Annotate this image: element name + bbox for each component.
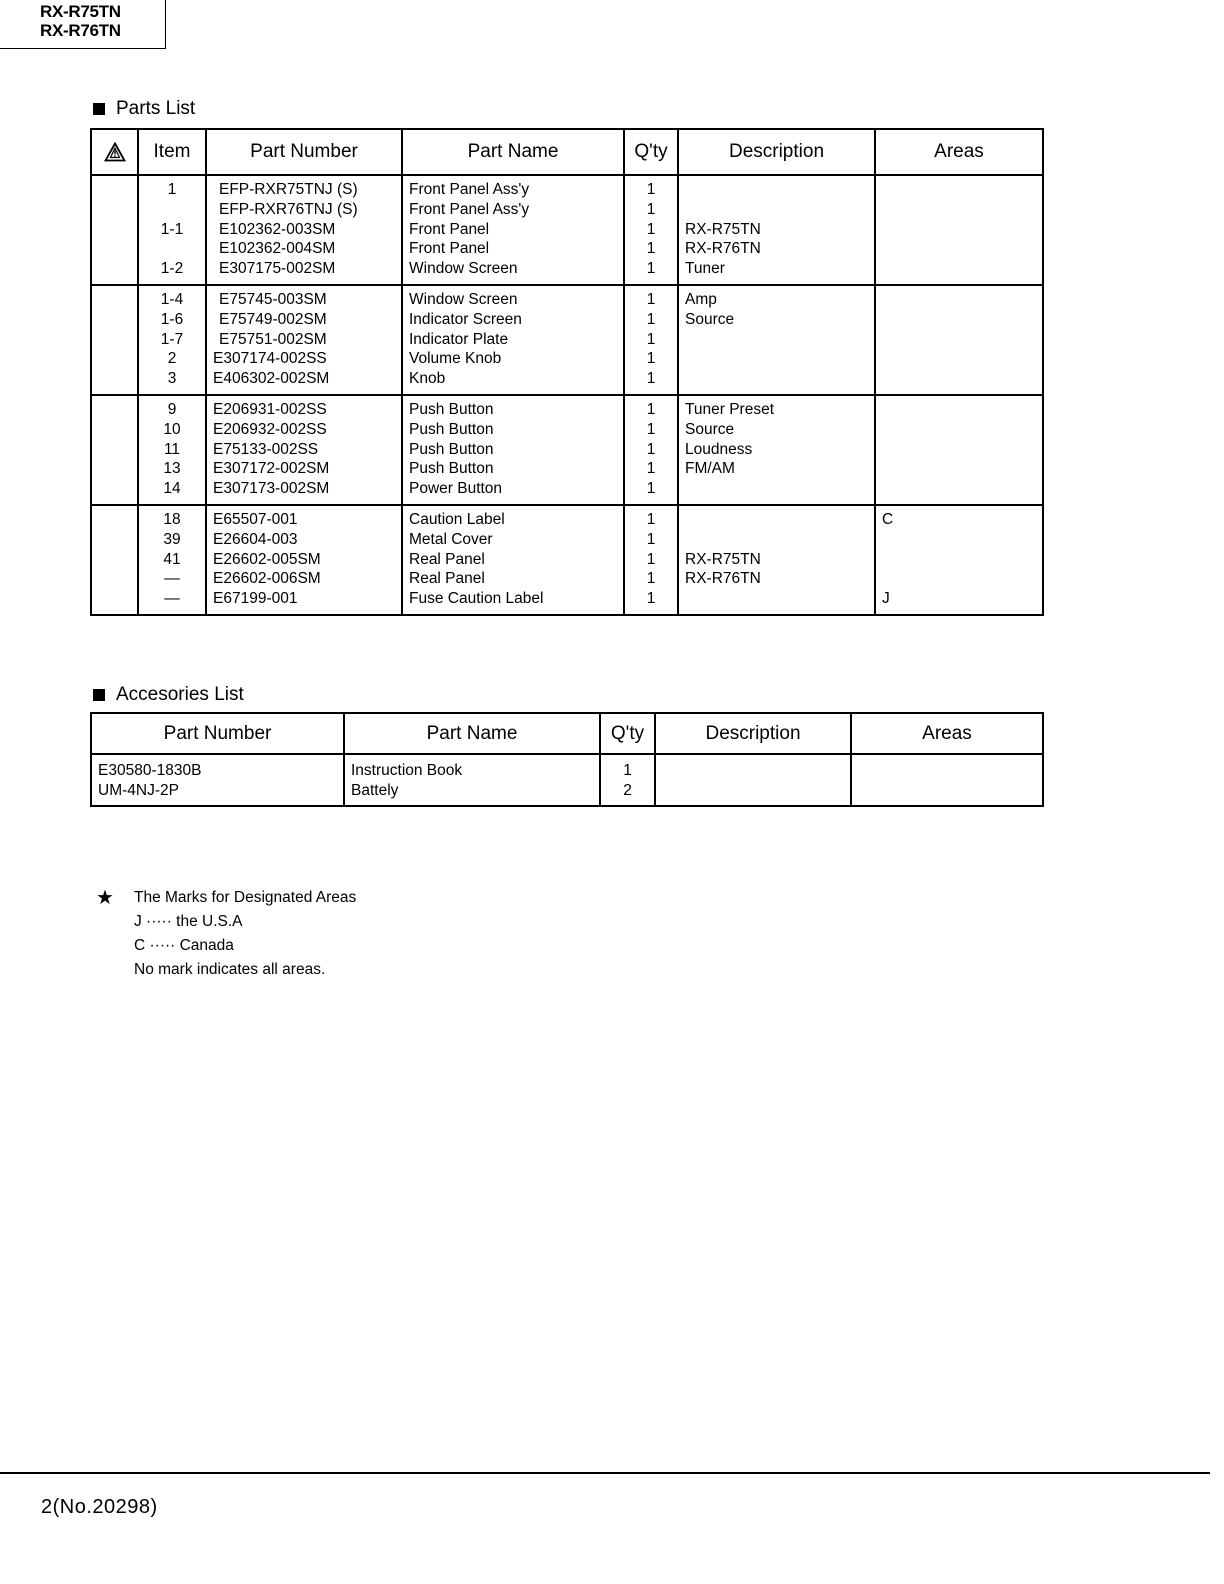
column-header-part-number: Part Number bbox=[206, 129, 402, 175]
part-name: Fuse Caution Label bbox=[409, 590, 544, 608]
model-box bbox=[0, 0, 166, 49]
areas-cell bbox=[875, 505, 1043, 615]
part-name: Push Button bbox=[409, 400, 494, 418]
safety-column-header bbox=[91, 129, 138, 175]
column-header-description: Description bbox=[678, 129, 875, 175]
part-name: Power Button bbox=[409, 480, 503, 498]
note-line: No mark indicates all areas. bbox=[134, 961, 326, 978]
description-text: RX-R76TN bbox=[685, 570, 761, 588]
description-text bbox=[685, 479, 874, 499]
item-number: 1-4 bbox=[160, 290, 184, 308]
note-line: C ····· Canada bbox=[134, 937, 234, 954]
part-number-cell bbox=[91, 754, 344, 806]
item-number: — bbox=[164, 590, 180, 608]
part-number: E75749-002SM bbox=[219, 310, 327, 328]
part-number: E75133-002SS bbox=[213, 440, 319, 458]
part-number: E26602-005SM bbox=[213, 550, 321, 568]
warning-triangle-icon bbox=[104, 142, 126, 162]
square-bullet-icon bbox=[93, 103, 105, 115]
description-text bbox=[685, 589, 874, 609]
areas-mark bbox=[882, 569, 1042, 589]
areas-mark bbox=[882, 310, 1042, 330]
item-cell bbox=[138, 395, 206, 505]
description-cell bbox=[678, 505, 875, 615]
note-line: The Marks for Designated Areas bbox=[134, 889, 357, 906]
areas-mark bbox=[882, 420, 1042, 440]
description-text: Loudness bbox=[685, 440, 753, 458]
part-name: Volume Knob bbox=[409, 350, 502, 368]
item-cell bbox=[138, 505, 206, 615]
description-text bbox=[685, 330, 874, 350]
qty-value: 1 bbox=[646, 350, 656, 368]
accessories-list-title-text: Accesories List bbox=[116, 684, 244, 705]
item-number: 1-2 bbox=[160, 260, 184, 278]
qty-value: 1 bbox=[646, 181, 656, 198]
part-name: Indicator Screen bbox=[409, 310, 522, 328]
areas-mark bbox=[882, 200, 1042, 220]
areas-mark bbox=[882, 259, 1042, 279]
part-number: E75745-003SM bbox=[219, 290, 327, 308]
part-number: UM-4NJ-2P bbox=[98, 781, 179, 799]
part-name: Knob bbox=[409, 370, 446, 388]
areas-mark bbox=[882, 220, 1042, 240]
qty-value: 1 bbox=[646, 440, 656, 458]
part-number-cell bbox=[206, 505, 402, 615]
parts-table bbox=[90, 128, 1044, 616]
description-text: Source bbox=[685, 420, 735, 438]
accessories-table-header bbox=[91, 713, 1043, 754]
item-number: — bbox=[164, 570, 180, 588]
qty-value: 1 bbox=[646, 220, 656, 238]
qty-cell bbox=[624, 175, 678, 285]
item-number: 9 bbox=[167, 400, 177, 418]
part-number: E26604-003 bbox=[213, 530, 298, 548]
part-number: E75751-002SM bbox=[219, 330, 327, 348]
description-text bbox=[685, 530, 874, 550]
item-number: 41 bbox=[163, 550, 181, 568]
qty-value: 1 bbox=[646, 550, 656, 568]
description-text: Source bbox=[685, 310, 735, 328]
column-header-part-name: Part Name bbox=[344, 713, 600, 754]
item-number: 10 bbox=[163, 420, 181, 438]
part-name-cell bbox=[402, 505, 624, 615]
description-cell bbox=[655, 754, 851, 806]
qty-value: 1 bbox=[646, 530, 656, 548]
safety-cell bbox=[91, 505, 138, 615]
part-name: Real Panel bbox=[409, 570, 485, 588]
areas-mark bbox=[882, 550, 1042, 570]
part-name: Metal Cover bbox=[409, 530, 493, 548]
column-header-qty: Q'ty bbox=[600, 713, 655, 754]
qty-cell bbox=[624, 505, 678, 615]
parts-list-title bbox=[93, 98, 195, 120]
areas-mark bbox=[882, 440, 1042, 460]
description-text: Amp bbox=[685, 290, 717, 308]
part-number-cell bbox=[206, 285, 402, 395]
part-name-cell bbox=[344, 754, 600, 806]
part-number: E307172-002SM bbox=[213, 460, 330, 478]
description-text bbox=[662, 761, 850, 781]
areas-mark bbox=[882, 330, 1042, 350]
description-text bbox=[685, 200, 874, 220]
description-text: Tuner Preset bbox=[685, 400, 775, 418]
item-number: 14 bbox=[163, 480, 181, 498]
part-name-cell bbox=[402, 175, 624, 285]
part-name: Indicator Plate bbox=[409, 330, 509, 348]
description-text bbox=[685, 180, 874, 200]
parts-group bbox=[91, 285, 1043, 395]
column-header-part-name: Part Name bbox=[402, 129, 624, 175]
part-name: Front Panel bbox=[409, 240, 490, 258]
part-number-cell bbox=[206, 175, 402, 285]
part-name: Window Screen bbox=[409, 290, 518, 308]
item-number bbox=[139, 239, 205, 259]
safety-cell bbox=[91, 285, 138, 395]
areas-mark bbox=[882, 239, 1042, 259]
part-number: E307174-002SS bbox=[213, 350, 327, 368]
areas-cell bbox=[875, 395, 1043, 505]
part-name: Instruction Book bbox=[351, 762, 463, 779]
table-row bbox=[91, 175, 1043, 285]
parts-table-header bbox=[91, 129, 1043, 175]
table-row bbox=[91, 395, 1043, 505]
part-name: Push Button bbox=[409, 460, 494, 478]
description-cell bbox=[678, 285, 875, 395]
description-text: RX-R75TN bbox=[685, 550, 761, 568]
accessories-table bbox=[90, 712, 1044, 807]
note-line: J ····· the U.S.A bbox=[134, 913, 243, 930]
qty-value: 1 bbox=[646, 570, 656, 588]
areas-mark bbox=[882, 290, 1042, 310]
areas-cell bbox=[851, 754, 1043, 806]
footer-rule bbox=[0, 1472, 1210, 1474]
qty-value: 1 bbox=[646, 240, 656, 258]
part-name: Real Panel bbox=[409, 550, 485, 568]
part-number: EFP-RXR75TNJ (S) bbox=[219, 181, 358, 198]
qty-value: 1 bbox=[646, 460, 656, 478]
part-number: E26602-006SM bbox=[213, 570, 321, 588]
item-cell bbox=[138, 285, 206, 395]
qty-value: 1 bbox=[646, 330, 656, 348]
part-name-cell bbox=[402, 285, 624, 395]
part-number: E206932-002SS bbox=[213, 420, 327, 438]
areas-mark bbox=[858, 781, 1042, 801]
item-number: 1-6 bbox=[160, 310, 184, 328]
areas-mark bbox=[882, 349, 1042, 369]
part-number: E307175-002SM bbox=[219, 260, 336, 278]
part-number: E206931-002SS bbox=[213, 400, 327, 418]
qty-value: 1 bbox=[646, 260, 656, 278]
part-name: Push Button bbox=[409, 440, 494, 458]
areas-mark bbox=[882, 180, 1042, 200]
description-text bbox=[662, 781, 850, 801]
areas-mark bbox=[882, 479, 1042, 499]
qty-cell bbox=[600, 754, 655, 806]
table-row bbox=[91, 505, 1043, 615]
column-header-part-number: Part Number bbox=[91, 713, 344, 754]
description-text: FM/AM bbox=[685, 460, 735, 478]
qty-cell bbox=[624, 395, 678, 505]
areas-mark: J bbox=[882, 590, 890, 608]
safety-cell bbox=[91, 395, 138, 505]
areas-mark: C bbox=[882, 510, 894, 528]
item-number: 13 bbox=[163, 460, 181, 478]
part-number: EFP-RXR76TNJ (S) bbox=[219, 200, 358, 218]
item-number: 2 bbox=[167, 350, 177, 368]
part-number: E307173-002SM bbox=[213, 480, 330, 498]
qty-value: 1 bbox=[623, 762, 632, 779]
description-cell bbox=[678, 395, 875, 505]
parts-group bbox=[91, 175, 1043, 285]
areas-mark bbox=[882, 400, 1042, 420]
part-name: Front Panel Ass'y bbox=[409, 181, 530, 198]
description-text bbox=[685, 369, 874, 389]
column-header-item: Item bbox=[138, 129, 206, 175]
item-number: 18 bbox=[163, 510, 181, 528]
item-cell bbox=[138, 175, 206, 285]
part-name: Window Screen bbox=[409, 260, 518, 278]
part-number: E406302-002SM bbox=[213, 370, 330, 388]
qty-value: 2 bbox=[623, 781, 632, 799]
part-number-cell bbox=[206, 395, 402, 505]
part-number: E67199-001 bbox=[213, 590, 298, 608]
description-cell bbox=[678, 175, 875, 285]
safety-cell bbox=[91, 175, 138, 285]
part-number: E65507-001 bbox=[213, 510, 298, 528]
page-number: 2(No.20298) bbox=[41, 1496, 158, 1518]
column-header-description: Description bbox=[655, 713, 851, 754]
parts-group bbox=[91, 505, 1043, 615]
part-name: Front Panel Ass'y bbox=[409, 200, 530, 218]
column-header-areas: Areas bbox=[875, 129, 1043, 175]
areas-mark bbox=[882, 530, 1042, 550]
item-number: 1-7 bbox=[160, 330, 184, 348]
qty-value: 1 bbox=[646, 370, 656, 388]
description-text: Tuner bbox=[685, 260, 725, 278]
areas-mark bbox=[858, 761, 1042, 781]
item-number: 11 bbox=[163, 440, 181, 458]
areas-mark bbox=[882, 459, 1042, 479]
square-bullet-icon bbox=[93, 689, 105, 701]
item-number bbox=[139, 200, 205, 220]
table-row bbox=[91, 285, 1043, 395]
item-number: 1 bbox=[167, 181, 177, 198]
qty-value: 1 bbox=[646, 290, 656, 308]
area-marks-notes bbox=[96, 886, 356, 982]
item-number: 3 bbox=[167, 370, 177, 388]
part-name: Push Button bbox=[409, 420, 494, 438]
item-number: 1-1 bbox=[160, 220, 184, 238]
areas-cell bbox=[875, 285, 1043, 395]
description-text bbox=[685, 510, 874, 530]
qty-value: 1 bbox=[646, 200, 656, 218]
accessories-list-title bbox=[93, 684, 244, 706]
qty-cell bbox=[624, 285, 678, 395]
qty-value: 1 bbox=[646, 310, 656, 328]
qty-value: 1 bbox=[646, 420, 656, 438]
part-name: Front Panel bbox=[409, 220, 490, 238]
part-number: E102362-004SM bbox=[219, 240, 336, 258]
parts-group bbox=[91, 395, 1043, 505]
item-number: 39 bbox=[163, 530, 181, 548]
model-name: RX-R75TN bbox=[40, 2, 121, 21]
qty-value: 1 bbox=[646, 590, 656, 608]
part-name: Caution Label bbox=[409, 510, 505, 528]
qty-value: 1 bbox=[646, 510, 656, 528]
column-header-areas: Areas bbox=[851, 713, 1043, 754]
model-name: RX-R76TN bbox=[40, 21, 121, 40]
parts-list-title-text: Parts List bbox=[116, 98, 196, 119]
table-row bbox=[91, 754, 1043, 806]
description-text bbox=[685, 349, 874, 369]
part-number: E102362-003SM bbox=[219, 220, 336, 238]
column-header-qty: Q'ty bbox=[624, 129, 678, 175]
areas-cell bbox=[875, 175, 1043, 285]
areas-mark bbox=[882, 369, 1042, 389]
qty-value: 1 bbox=[646, 400, 656, 418]
description-text: RX-R76TN bbox=[685, 240, 761, 258]
description-text: RX-R75TN bbox=[685, 220, 761, 238]
part-number: E30580-1830B bbox=[98, 762, 202, 779]
star-icon: ★ bbox=[96, 887, 114, 909]
part-name-cell bbox=[402, 395, 624, 505]
part-name: Battely bbox=[351, 781, 399, 799]
qty-value: 1 bbox=[646, 480, 656, 498]
